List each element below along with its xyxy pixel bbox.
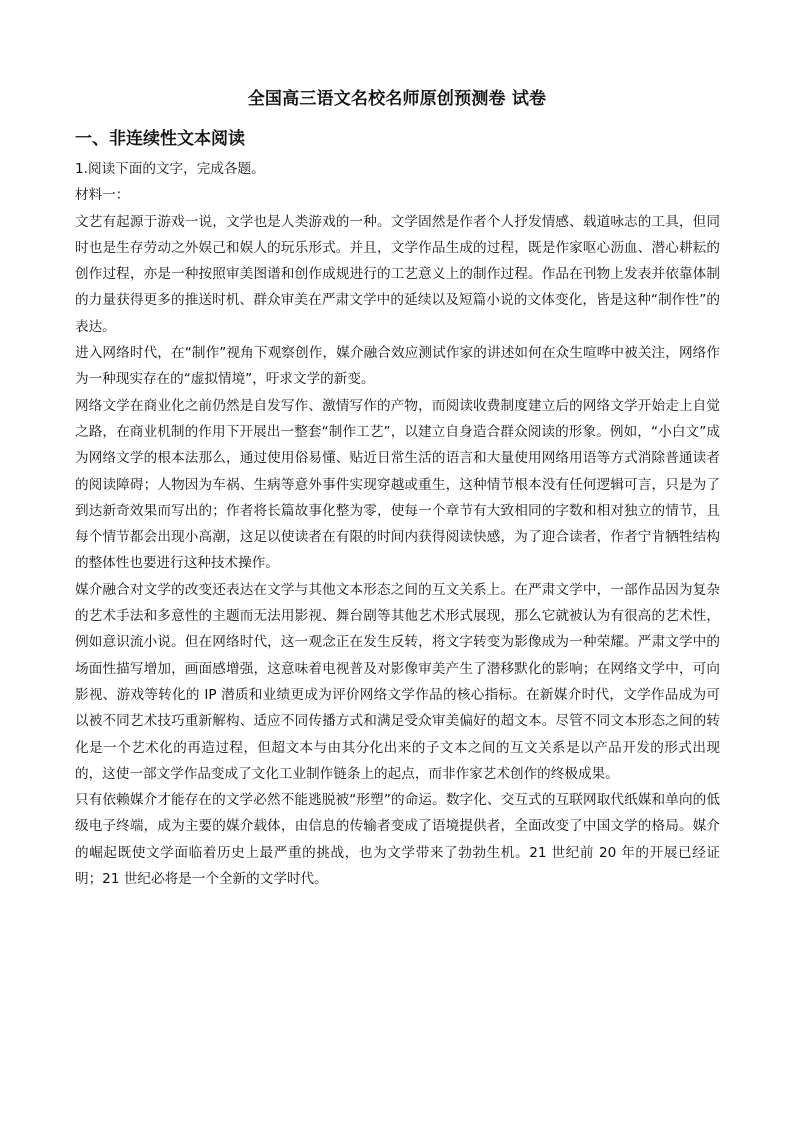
paragraph: 进入网络时代，在“制作”视角下观察创作，媒介融合效应测试作家的讲述如何在众生喧哗中被关注，网络作为一种现实存在的“虚拟情境”，吁求文学的新变。 xyxy=(75,345,720,388)
paragraph: 网络文学在商业化之前仍然是自发写作、激情写作的产物，而阅读收费制度建立后的网络文学开始走上自觉之路，在商业机制的作用下开展出一整套“制作工艺”，以建立自身造合群众阅读的形象。例如，“小白文”成为网络文学的根本法那么，通过使用俗易懂、贴近日常生活的语言和大量使用网络用语等方式消除普通读者的阅读障碍；人物因为车祸、生病等意外事件实现穿越或重生，这种情节根本没有任何逻辑可言，只是为了到达新奇效果而写出的；作者将长篇故事化整为零，使每一个章节有大致相同的字数和相对独立的情节，且每个情节都会出现小高潮，这足以使读者在有限的时间内获得阅读快感，为了迎合读者，作者宁肯牺牲结构的整体性也要进行这种技术操作。 xyxy=(75,397,720,572)
paragraph: 文艺有起源于游戏一说，文学也是人类游戏的一种。文学固然是作者个人抒发情感、载道咏志的工具，但同时也是生存劳动之外娱己和娱人的玩乐形式。并且，文学作品生成的过程，既是作家呕心沥血、潜心耕耘的创作过程，亦是一种按照审美图谱和创作成规进行的工艺意义上的制作过程。作品在刊物上发表并依靠体制的力量获得更多的推送时机、群众审美在严肃文学中的延续以及短篇小说的文体变化，皆是这种“制作性”的表达。 xyxy=(75,213,720,335)
paragraph: 只有依赖媒介才能存在的文学必然不能逃脱被“形塑”的命运。数字化、交互式的互联网取代纸媒和单向的低级电子终端，成为主要的媒介载体，由信息的传输者变成了语境提供者，全面改变了中国文学的格局。媒介的崛起既使文学面临着历史上最严重的挑战，也为文学带来了勃勃生机。21 世纪前 20 年的开展已经证明；21 世纪必将是一个全新的文学时代。 xyxy=(75,792,720,888)
document-body xyxy=(75,156,720,892)
paragraph: 媒介融合对文学的改变还表达在文学与其他文本形态之间的互文关系上。在严肃文学中，一部作品因为复杂的艺术手法和多意性的主题而无法用影视、舞台剧等其他艺术形式展现，那么它就被认为有很高的艺术性，例如意识流小说。但在网络时代，这一观念正在发生反转，将文字转变为影像成为一种荣耀。严肃文学中的场面性描写增加，画面感增强，这意味着电视普及对影像审美产生了潜移默化的影响；在网络文学中，可向影视、游戏等转化的 IP 潜质和业绩更成为评价网络文学作品的核心指标。在新媒介时代，文学作品成为可以被不同艺术技巧重新解构、适应不同传播方式和满足受众审美偏好的超文本。尽管不同文本形态之间的转化是一个艺术化的再造过程，但超文本与由其分化出来的子文本之间的互文关系是以产品开发的形式出现的，这使一部文学作品变成了文化工业制作链条上的起点，而非作家艺术创作的终极成果。 xyxy=(75,581,720,782)
document-title: 全国高三语文名校名师原创预测卷 试卷 xyxy=(247,89,547,109)
question-intro: 1.阅读下面的文字，完成各题。 xyxy=(75,161,265,177)
material-label: 材料一： xyxy=(75,187,130,204)
section-heading: 一、非连续性文本阅读 xyxy=(75,129,245,149)
